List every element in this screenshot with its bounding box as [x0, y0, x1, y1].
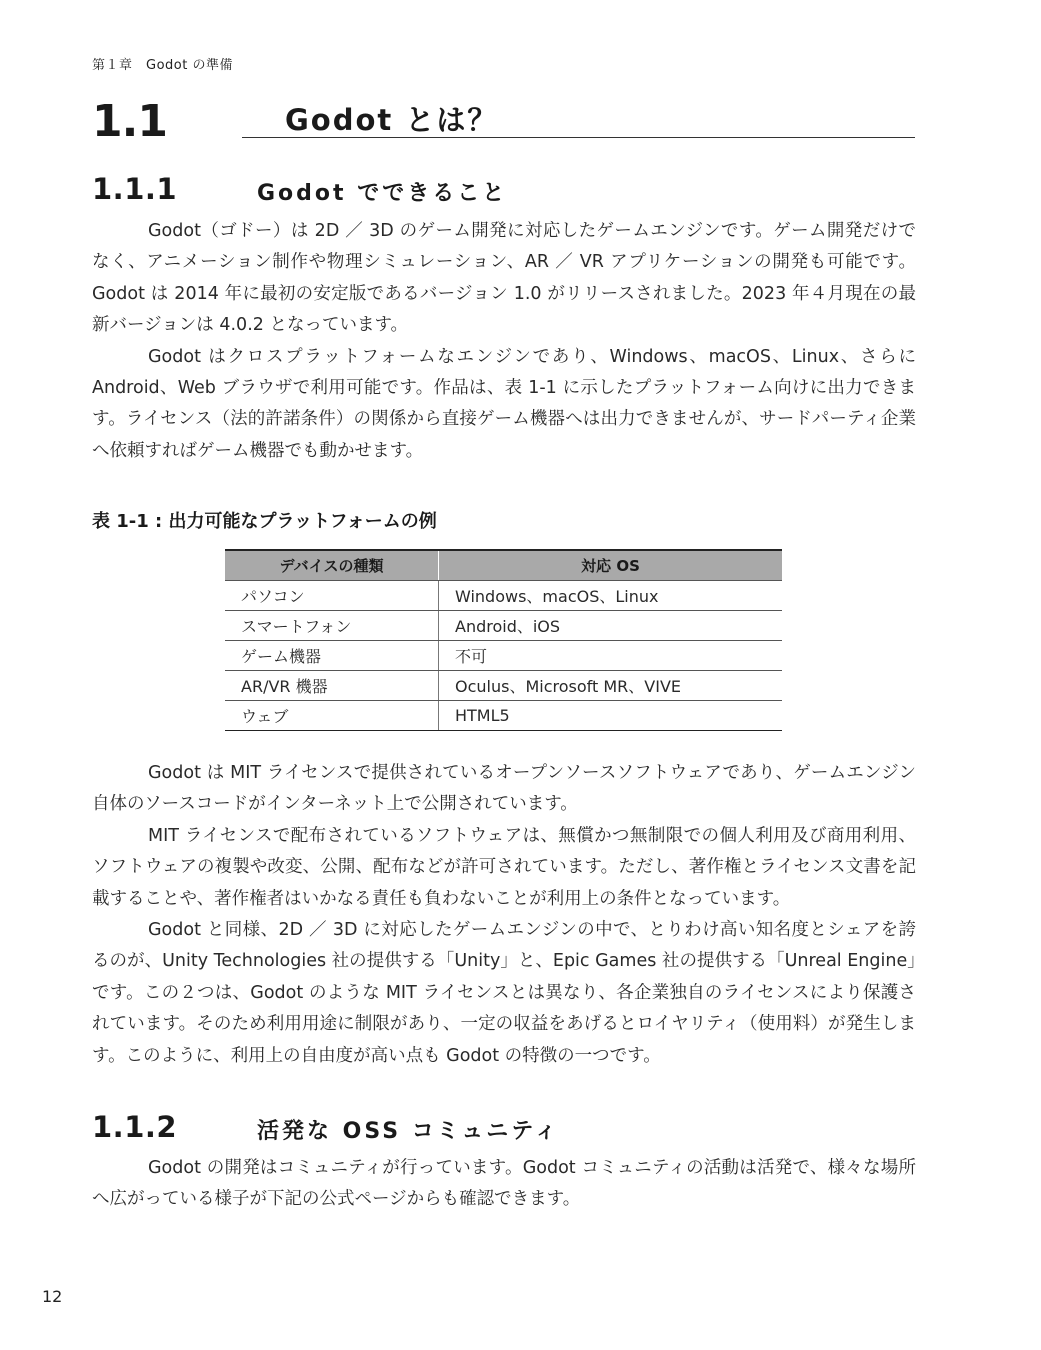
table-cell-os: Android、iOS	[439, 611, 783, 641]
platform-table	[225, 549, 782, 731]
paragraph: Godot は MIT ライセンスで提供されているオープンソースソフトウェアであり、ゲームエンジン自体のソースコードがインターネット上で公開されています。	[92, 763, 916, 815]
table-caption: 表 1-1 : 出力可能なプラットフォームの例	[92, 511, 437, 532]
subsection-title-1-1-2: 活発な OSS コミュニティ	[257, 1119, 560, 1144]
subsection-title-1-1-1: Godot でできること	[257, 181, 508, 206]
paragraph: Godot はクロスプラットフォームなエンジンであり、Windows、macOS、Linux、さらに Android、Web ブラウザで利用可能です。作品は、表 1-1 に示したプラットフォーム向けに出力できます。ライセンス（法的許諾条件）の関係から直接ゲーム機器へは出力できませんが、サードパーティ企業へ依頼すればゲーム機器でも動かせます。	[92, 346, 916, 461]
table-cell-os: HTML5	[439, 701, 783, 731]
page-number: 12	[42, 1287, 63, 1306]
table-cell-os: 不可	[439, 641, 783, 671]
section-number: 1.1	[92, 96, 167, 147]
table-row	[225, 581, 782, 611]
table-header-device: デバイスの種類	[225, 550, 439, 581]
table-header-os: 対応 OS	[439, 550, 783, 581]
section-title-rule	[242, 137, 915, 138]
table-row	[225, 641, 782, 671]
paragraph: Godot と同様、2D ／ 3D に対応したゲームエンジンの中で、とりわけ高い知名度とシェアを誇るのが、Unity Technologies 社の提供する「Unity」と、Epic Games 社の提供する「Unreal Engine」です。この２つは、Godot のような MIT ライセンスとは異なり、各企業独自のライセンスにより保護されています。そのため利用用途に制限があり、一定の収益をあげるとロイヤリティ（使用料）が発生します。このように、利用上の自由度が高い点も Godot の特徴の一つです。	[92, 920, 916, 1066]
table-cell-device: AR/VR 機器	[225, 671, 439, 701]
table-cell-device: スマートフォン	[225, 611, 439, 641]
subsection-number-1-1-1: 1.1.1	[92, 172, 178, 206]
table-row	[225, 611, 782, 641]
table-cell-device: ウェブ	[225, 701, 439, 731]
table-cell-os: Windows、macOS、Linux	[439, 581, 783, 611]
after-table-body	[92, 758, 916, 1072]
table-cell-device: ゲーム機器	[225, 641, 439, 671]
subsection-1-1-2-body	[92, 1153, 916, 1216]
subsection-1-1-1-body	[92, 216, 916, 467]
table-row	[225, 701, 782, 731]
table-cell-device: パソコン	[225, 581, 439, 611]
table-row	[225, 671, 782, 701]
table-cell-os: Oculus、Microsoft MR、VIVE	[439, 671, 783, 701]
paragraph: Godot の開発はコミュニティが行っています。Godot コミュニティの活動は活発で、様々な場所へ広がっている様子が下記の公式ページからも確認できます。	[92, 1158, 916, 1210]
table-header-row	[225, 550, 782, 581]
subsection-number-1-1-2: 1.1.2	[92, 1110, 178, 1144]
section-title: Godot とは？	[285, 103, 499, 137]
paragraph: MIT ライセンスで配布されているソフトウェアは、無償かつ無制限での個人利用及び商用利用、ソフトウェアの複製や改変、公開、配布などが許可されています。ただし、著作権とライセンス文書を記載することや、著作権者はいかなる責任も負わないことが利用上の条件となっています。	[92, 825, 916, 909]
running-head: 第１章 Godot の準備	[92, 58, 233, 73]
paragraph: Godot（ゴドー）は 2D ／ 3D のゲーム開発に対応したゲームエンジンです。ゲーム開発だけでなく、アニメーション制作や物理シミュレーション、AR ／ VR アプリケーションの開発も可能です。Godot は 2014 年に最初の安定版であるバージョン 1.0 がリリースされました。2023 年４月現在の最新バージョンは 4.0.2 となっています。	[92, 221, 916, 336]
